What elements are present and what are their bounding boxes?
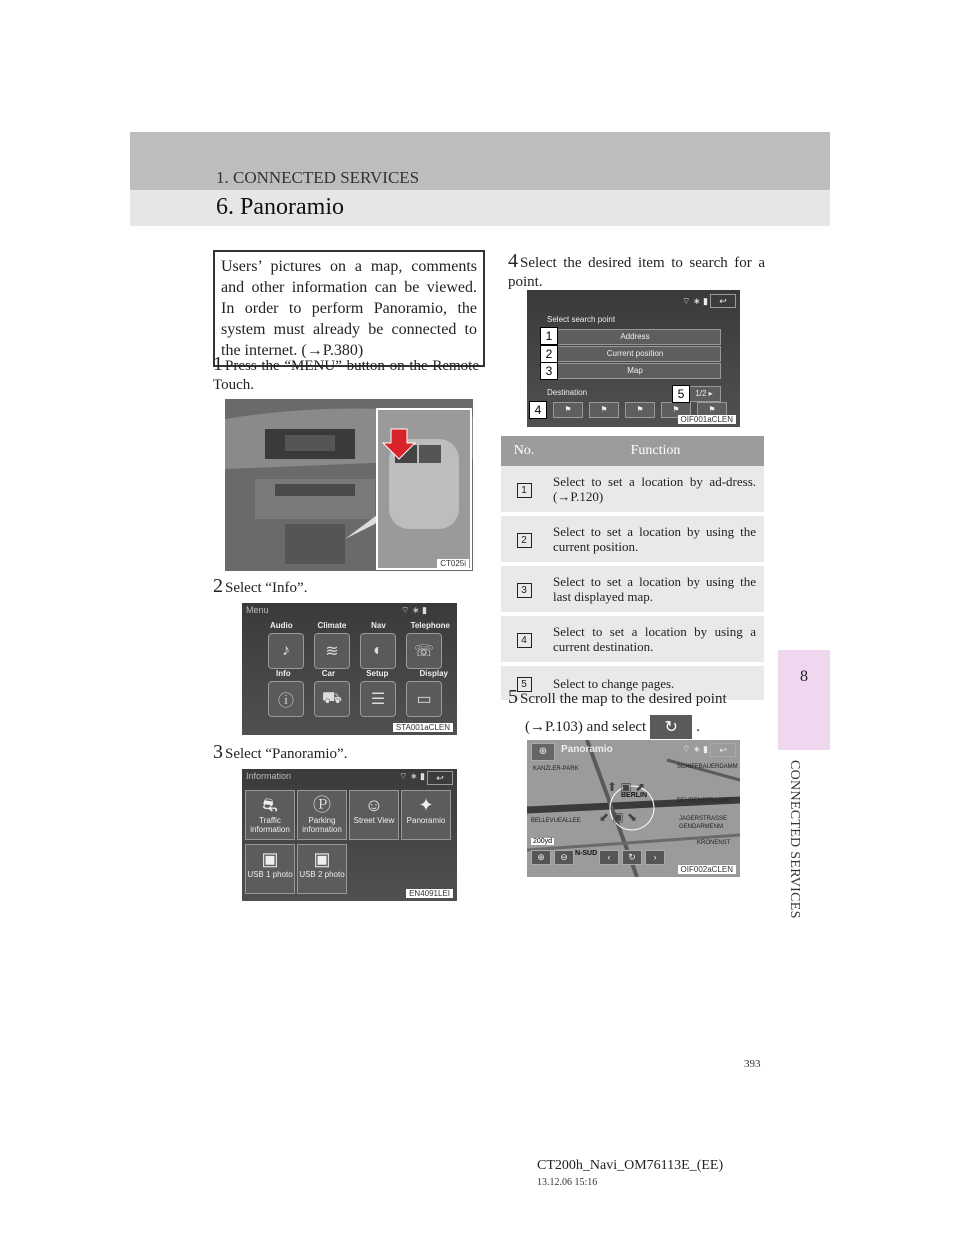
screen-title: Select search point [547,315,616,324]
table-header-no: No. [501,436,547,466]
screen-title: Information [246,771,292,781]
person-icon: ☺ [364,795,384,815]
menu-label-climate: Climate [317,621,347,630]
chevron-left-icon[interactable]: ‹ [599,850,619,865]
chapter-number: 8 [800,668,808,685]
step-number: 3 [213,741,223,763]
zoom-out-icon[interactable]: ⊖ [554,850,574,865]
image-code: OIF002aCLEN [678,865,736,874]
step-2 [213,577,479,598]
destination-flag-icon[interactable]: ⚑ [553,402,583,418]
image-code: EN4091LEI [406,889,453,898]
map-button[interactable]: Map [549,363,721,379]
table-row [501,466,764,514]
tile-usb1-photo[interactable]: ▣ USB 1 photo [245,844,295,894]
address-button[interactable]: Address [549,329,721,345]
callout-badge-1: 1 [540,327,558,345]
remote-touch-photo [225,399,473,571]
row-function: Select to change pages. [547,664,764,702]
panoramio-logo: Panoramio [561,744,613,755]
chevron-right-icon[interactable]: › [645,850,665,865]
menu-label-info: Info [276,669,291,678]
destination-flag-icon[interactable]: ⚑ [661,402,691,418]
photo-pins-icon[interactable]: ⬋ ▣ ⬊ [599,810,638,824]
page-title: 6. Panoramio [216,194,344,220]
tile-traffic-information[interactable]: ⛐ Traffic information [245,790,295,840]
tile-parking-information[interactable]: Ⓟ Parking information [297,790,347,840]
image-code: OIF001aCLEN [678,415,736,424]
destination-label: Destination [547,388,588,397]
menu-label-setup: Setup [366,669,389,678]
row-number: 2 [517,533,532,548]
street-label: KRONENST [697,840,731,846]
page-number: 393 [744,1058,761,1070]
menu-label-car: Car [321,669,336,678]
step-number: 5 [508,686,518,708]
screen-title: Menu [246,605,269,615]
row-function: Select to set a location by using the current position. [547,514,764,564]
step-text: Press the “MENU” button on the Remote Touch. [213,358,479,393]
chapter-tab [778,650,830,750]
footer-stamp: 13.12.06 15:16 [537,1177,598,1188]
step-5: 5 Scroll the map to the desired point (→P.103) and select ↻ . [508,688,765,739]
street-label: BERLIN [621,792,648,799]
callout-badge-3: 3 [540,362,558,380]
row-number: 1 [517,483,532,498]
photo-pins-icon[interactable]: ⬆ ▣ ⬈ [607,780,646,794]
table-row [501,614,764,664]
footer-doc: CT200h_Navi_OM76113E_(EE) [537,1158,724,1173]
tile-street-view[interactable]: ☺ Street View [349,790,399,840]
step-text: Select “Panoramio”. [225,746,348,762]
step-text: (→P.103) and select [525,718,647,735]
back-icon[interactable]: ↩ [710,294,736,308]
row-function: Select to set a location by using the last displayed map. [547,564,764,614]
car-icon[interactable]: ⛟ [314,681,350,717]
street-label: SCHIFFBAUERDAMM [677,764,738,770]
intro-box: Users’ pictures on a map, comments and other information can be viewed. In order to perform Panoramio, the system must already be connected to the internet. (→P.380) [213,250,485,367]
section-title: 1. CONNECTED SERVICES [216,168,420,187]
menu-label-telephone: Telephone [410,621,450,630]
menu-screen [242,603,457,735]
status-icons: ⌔ ∗ ▮ [682,296,708,306]
destination-flag-icon[interactable]: ⚑ [697,402,727,418]
step-3 [213,743,479,764]
telephone-icon[interactable]: ☏ [406,633,442,669]
map-scale: 200yd [533,838,553,845]
step-number: 4 [508,250,518,272]
panoramio-icon: ✦ [418,795,434,815]
street-label: BEHRENSTRASSE [677,798,731,804]
zoom-in-icon[interactable]: ⊕ [531,850,551,865]
callout-badge-4: 4 [529,401,547,419]
back-icon[interactable]: ↩ [710,743,736,757]
compass-icon[interactable]: ⊕ [531,743,555,761]
chapter-label: CONNECTED SERVICES [787,760,802,919]
step-text: Select the desired item to search for a point. [508,255,765,290]
function-table [501,436,764,704]
map-nav-controls [599,850,665,865]
info-icon[interactable]: ⓘ [268,681,304,717]
climate-icon[interactable]: ≋ [314,633,350,669]
audio-icon[interactable]: ♪ [268,633,304,669]
step-1 [213,355,479,395]
information-screen [242,769,457,901]
usb-photo-icon: ▣ [261,849,279,869]
nav-icon[interactable]: ◐ [360,633,396,669]
tile-panoramio[interactable]: ✦ Panoramio [401,790,451,840]
page-button[interactable]: 1/2 ▸ [687,386,721,402]
street-label: BELLEVUEALLEE [531,818,581,824]
street-label: GENDARMENM [679,824,724,830]
status-icons: ⌔ ∗ ▮ [399,771,425,781]
street-label: JAGERSTRASSE [679,816,728,822]
callout-badge-5: 5 [672,385,690,403]
row-function: Select to set a location by using a current destination. [547,614,764,664]
image-code: STA001aCLEN [393,723,453,732]
current-position-button[interactable]: Current position [549,346,721,362]
traffic-icon: ⛐ [262,795,278,815]
step-number: 1 [213,353,223,375]
row-number: 3 [517,583,532,598]
refresh-icon[interactable]: ↻ [622,850,642,865]
step-text: Select “Info”. [225,580,308,596]
refresh-icon: ↻ [650,715,692,739]
map-controls [531,850,574,865]
usb-photo-icon: ▣ [313,849,331,869]
row-function: Select to set a location by ad-dress. (→P.120) [547,466,764,514]
menu-label-nav: Nav [371,621,386,630]
step-number: 2 [213,575,223,597]
row-number: 5 [517,677,532,692]
destination-flag-icon[interactable]: ⚑ [589,402,619,418]
status-icons: ⌔ ∗ ▮ [682,744,708,754]
callout-badge-2: 2 [540,345,558,363]
step-4 [508,252,765,292]
tile-usb2-photo[interactable]: ▣ USB 2 photo [297,844,347,894]
status-icons: ⌔ ∗ ▮ [401,605,427,615]
menu-label-display: Display [419,669,448,678]
row-number: 4 [517,633,532,648]
table-row [501,564,764,614]
back-icon[interactable]: ↩ [427,771,453,785]
setup-icon[interactable]: ☰ [360,681,396,717]
search-point-screen [527,290,740,427]
display-icon[interactable]: ▭ [406,681,442,717]
destination-flag-icon[interactable]: ⚑ [625,402,655,418]
table-header-function: Function [547,436,764,466]
parking-icon: Ⓟ [313,795,331,815]
step-text: Scroll the map to the desired point [520,691,727,707]
street-label: N-SUD [575,850,598,857]
panoramio-map-screen [527,740,740,877]
table-row [501,514,764,564]
image-code: CT025i [437,559,469,568]
menu-label-audio: Audio [270,621,293,630]
street-label: KANZLER-PARK [533,766,579,772]
remote-touch-illustration [225,399,473,571]
